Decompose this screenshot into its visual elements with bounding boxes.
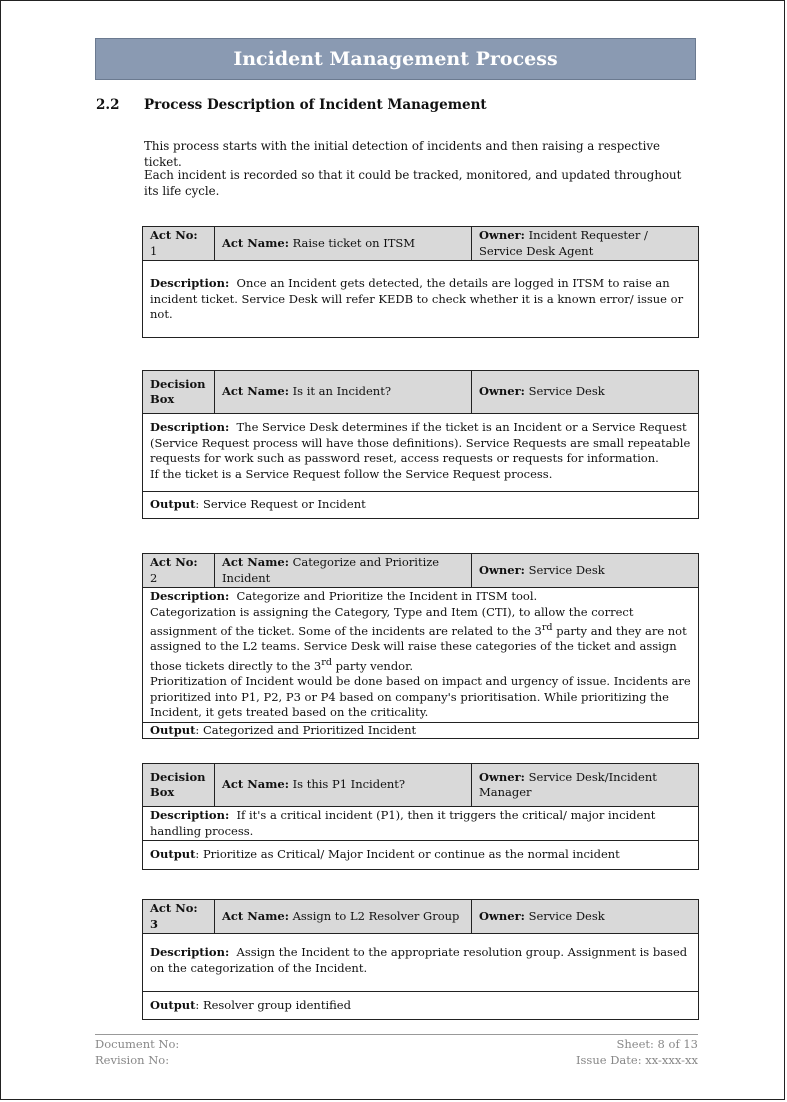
output-cell: Output: Categorized and Prioritized Incident	[143, 722, 699, 739]
intro-paragraph-1: This process starts with the initial detection of incidents and then raising a respective ticket.	[144, 139, 661, 169]
prioritization-paragraph: Prioritization of Incident would be done based on impact and urgency of issue. Incidents are prioritized into P1, P2, P3 or P4 based on company's prioritisation. While prioritizing the Incident, it gets treated based on the criticality.	[150, 674, 691, 720]
owner-cell: Owner: Incident Requester / Service Desk Agent	[472, 227, 699, 261]
section-number: 2.2	[96, 97, 120, 113]
decision-box-cell: Decision Box	[143, 764, 215, 807]
owner-cell: Owner: Service Desk/Incident Manager	[472, 764, 699, 807]
act-number-cell: Act No: 3	[143, 900, 215, 934]
activity-table-3	[142, 899, 699, 1020]
owner-cell: Owner: Service Desk	[472, 554, 699, 588]
act-name-cell: Act Name: Is it an Incident?	[215, 371, 472, 414]
act-name-cell: Act Name: Categorize and Prioritize Incident	[215, 554, 472, 588]
description-extra: If the ticket is a Service Request follow the Service Request process.	[150, 466, 553, 481]
activity-table-1	[142, 226, 699, 338]
page-footer	[95, 1034, 698, 1068]
output-cell: Output: Resolver group identified	[143, 992, 699, 1020]
decision-box-cell: Decision Box	[143, 371, 215, 414]
act-number-cell: Act No: 2	[143, 554, 215, 588]
intro-paragraph-2: Each incident is recorded so that it could be tracked, monitored, and updated throughout its life cycle.	[144, 168, 682, 198]
act-name-cell: Act Name: Is this P1 Incident?	[215, 764, 472, 807]
categorization-paragraph: Categorization is assigning the Category, Type and Item (CTI), to allow the correct assignment of the ticket. Some of the incidents are related to the 3rd party and they are not assigned to the L2 teams. Service Desk will raise these categories of the ticket and assign those tickets directly to the 3rd party vendor.	[150, 604, 687, 673]
decision-table-2	[142, 763, 699, 870]
issue-date: Issue Date: xx-xxx-xx	[575, 1052, 698, 1067]
act-name-cell: Act Name: Raise ticket on ITSM	[215, 227, 472, 261]
activity-table-2	[142, 553, 699, 739]
section-title: Process Description of Incident Management	[144, 97, 487, 113]
owner-cell: Owner: Service Desk	[472, 371, 699, 414]
output-cell: Output: Service Request or Incident	[143, 492, 699, 519]
revision-number: Revision No:	[95, 1052, 170, 1067]
description-cell: Description: Categorize and Prioritize the Incident in ITSM tool. Categorization is assigning the Category, Type and Item (CTI), to allow the correct assignment of the ticket. Some of the incidents are related to the 3rd party and they are not assigned to the L2 teams. Service Desk will raise these categories of the ticket and assign those tickets directly to the 3rd party vendor. Prioritization of Incident would be done based on impact and urgency of issue. Incidents are prioritized into P1, P2, P3 or P4 based on company's prioritisation. While prioritizing the Incident, it gets treated based on the criticality.	[143, 588, 699, 723]
owner-cell: Owner: Service Desk	[472, 900, 699, 934]
sheet-number: Sheet: 8 of 13	[616, 1037, 698, 1051]
act-number-cell: Act No: 1	[143, 227, 215, 261]
description-cell: Description: If it's a critical incident (P1), then it triggers the critical/ major incident handling process.	[143, 807, 699, 841]
decision-table-1	[142, 370, 699, 519]
output-cell: Output: Prioritize as Critical/ Major Incident or continue as the normal incident	[143, 841, 699, 870]
description-cell: Description: Once an Incident gets detected, the details are logged in ITSM to raise an incident ticket. Service Desk will refer KEDB to check whether it is a known error/ issue or not.	[143, 261, 699, 338]
description-cell: Description: The Service Desk determines if the ticket is an Incident or a Service Request (Service Request process will have those definitions). Service Requests are small repeatable requests for work such as password reset, access requests or requests for information. If the ticket is a Service Request follow the Service Request process.	[143, 414, 699, 492]
section-heading	[96, 97, 696, 113]
description-cell: Description: Assign the Incident to the appropriate resolution group. Assignment is based on the categorization of the Incident.	[143, 934, 699, 992]
document-number: Document No:	[95, 1037, 180, 1051]
document-title-banner: Incident Management Process	[95, 38, 696, 80]
act-name-cell: Act Name: Assign to L2 Resolver Group	[215, 900, 472, 934]
